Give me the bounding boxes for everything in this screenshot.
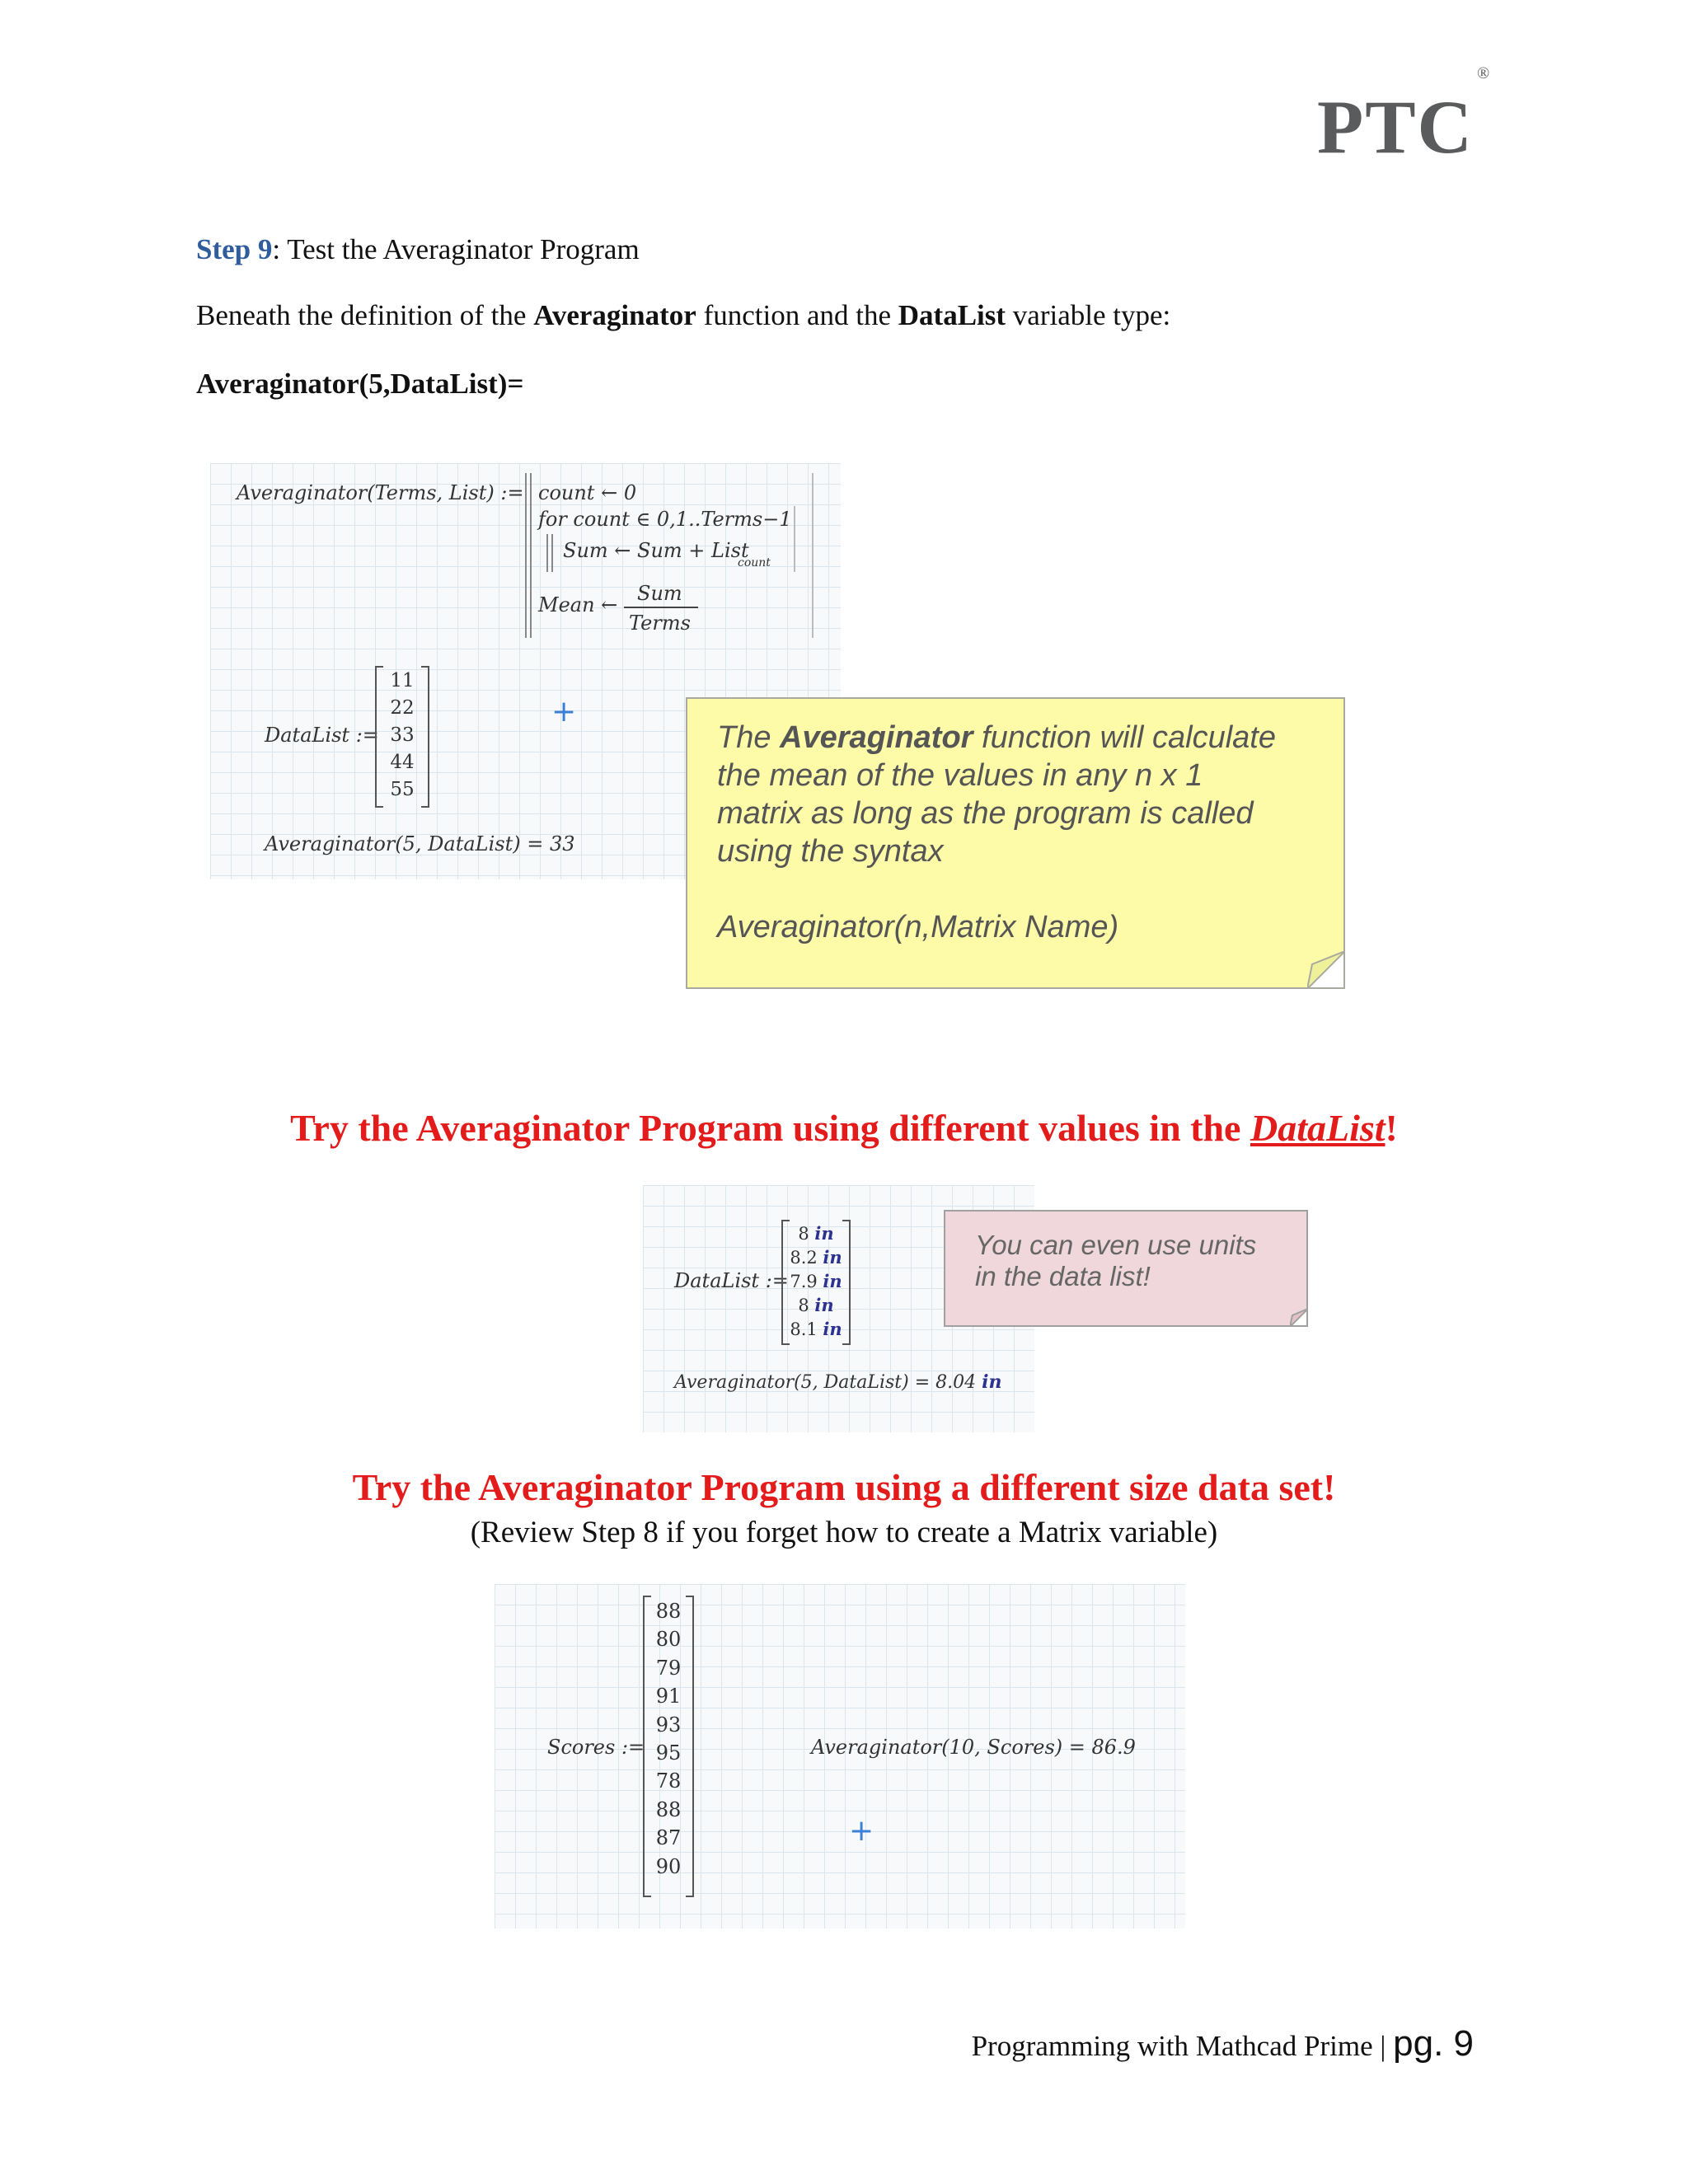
program-line-mean: Mean ← [538,593,618,616]
datalist-units-label: DataList := [674,1269,789,1292]
matrix-cell: 11 [390,670,415,691]
unit-cell-unit: in [814,1295,834,1315]
program-line-sum: Sum ← Sum + List [563,539,749,562]
intro-bold-averaginator: Averaginator [533,299,696,331]
intro-text-3: variable type: [1006,299,1171,331]
matrix-cell: 95 [655,1741,682,1765]
note-fold-corner [1307,951,1345,989]
for-body-bar-2 [551,534,553,572]
list-subscript: count [738,556,771,569]
averaginator-result: Averaginator(5, DataList) = 33 [265,832,575,855]
matrix-cell: 78 [655,1769,682,1793]
sticky-note-averaginator [686,697,1345,989]
review-step-subline: (Review Step 8 if you forget how to create a Matrix variable) [470,1516,1218,1549]
note-text [717,719,1276,946]
note-t3: matrix as long as the program is called [717,796,1254,831]
matrix-cell: 33 [390,724,415,746]
intro-text-2: function and the [696,299,898,331]
intro-text-1: Beneath the definition of the [196,299,534,331]
unit-cell-value: 7.9 [790,1272,818,1291]
matrix-cell: 44 [390,752,415,773]
program-bar-outer-2 [530,473,532,638]
program-bar-right [812,473,814,638]
insertion-cursor-icon-2[interactable]: + [849,1814,874,1848]
function-definition-lhs: Averaginator(Terms, List) := [237,481,524,504]
matrix-cell: 79 [655,1656,682,1680]
step-heading [196,232,640,267]
note2-line2: in the data list! [975,1261,1151,1291]
unit-cell-unit: in [814,1223,834,1244]
matrix-cell: 22 [390,697,415,719]
program-line-count: count ← 0 [538,481,637,504]
units-result-text: Averaginator(5, DataList) = 8.04 [674,1372,977,1393]
footer-text: Programming with Mathcad Prime | [971,2030,1394,2062]
headline-different-values [0,1106,1688,1150]
fraction-numerator: Sum [637,582,682,605]
units-result-unit: in [982,1371,1002,1393]
unit-cell-unit: in [823,1319,842,1339]
headline-different-size: Try the Averaginator Program using a different size data set! [352,1466,1336,1508]
scores-label: Scores := [547,1736,645,1759]
note-t1c: function will calculate [973,720,1276,755]
unit-cell-value: 8 [798,1224,809,1244]
step-title: : Test the Averaginator Program [272,233,640,265]
matrix-cell: 91 [655,1685,682,1708]
unit-cell-value: 8.2 [790,1248,818,1268]
note2-fold-corner [1290,1309,1308,1327]
page-number: pg. 9 [1393,2023,1474,2064]
note-bold-averaginator: Averaginator [780,720,973,755]
command-text: Averaginator(5,DataList)= [196,368,524,400]
step-number: Step 9 [196,233,273,265]
averaginator-units-result [674,1373,1002,1392]
matrix-cell: 88 [655,1797,682,1821]
fraction-bar [624,607,698,608]
datalist-label: DataList := [265,724,379,747]
headline1-datalist: DataList [1250,1107,1386,1149]
program-line-for: for count ∈ 0,1..Terms−1 [538,508,792,531]
insertion-cursor-icon[interactable]: + [551,695,577,729]
averaginator-scores-result: Averaginator(10, Scores) = 86.9 [811,1736,1136,1759]
matrix-cell: 55 [390,779,415,800]
logo-text: PTC [1317,85,1474,169]
unit-cell-unit: in [823,1271,842,1291]
program-bar-outer [525,473,527,638]
fraction-denominator: Terms [629,612,691,635]
unit-cell-unit: in [823,1247,842,1268]
intro-paragraph [196,298,1170,333]
registered-mark: ® [1477,64,1492,83]
matrix-cell: 80 [655,1628,682,1652]
scores-matrix [648,1597,689,1881]
unit-cell-value: 8 [798,1296,809,1315]
note-t2: the mean of the values in any n x 1 [717,758,1203,793]
matrix-bracket-right [421,666,429,808]
for-body-bar [546,534,548,572]
sticky-note-units [944,1210,1308,1327]
intro-bold-datalist: DataList [898,299,1006,331]
for-right-bar [794,506,795,572]
headline1-text: Try the Averaginator Program using different values in the [290,1107,1250,1149]
note2-text [975,1230,1256,1292]
unit-cell-value: 8.1 [790,1319,818,1339]
matrix3-bracket-right [686,1596,694,1897]
note-t1: The [717,720,781,755]
page-footer [972,2023,1474,2064]
ptc-logo [1317,64,1492,169]
datalist-matrix [382,668,423,804]
datalist-units-matrix [783,1221,849,1341]
matrix-cell: 93 [655,1713,682,1736]
matrix-cell: 90 [655,1854,682,1878]
matrix2-bracket-right [842,1220,851,1345]
matrix-cell: 88 [655,1600,682,1623]
note-t4: using the syntax [717,834,944,869]
matrix-cell: 87 [655,1826,682,1850]
headline1-end: ! [1385,1107,1398,1149]
mathcad-sheet-3 [495,1584,1185,1929]
note-syntax: Averaginator(n,Matrix Name) [717,910,1119,944]
note2-line1: You can even use units [975,1230,1257,1260]
